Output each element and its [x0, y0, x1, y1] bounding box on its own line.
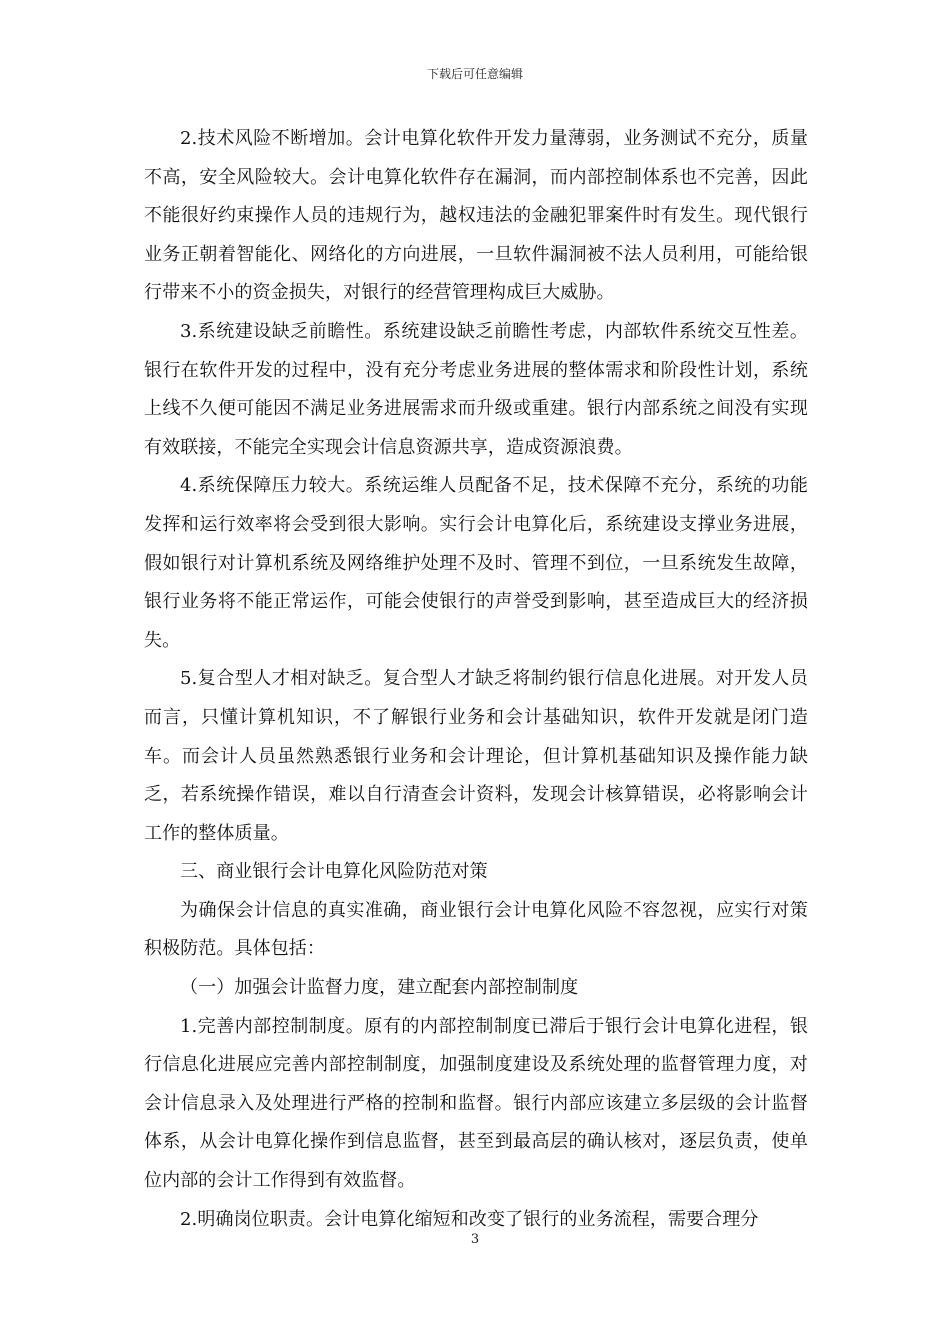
paragraph-system-foresight: 3.系统建设缺乏前瞻性。系统建设缺乏前瞻性考虑，内部软件系统交互性差。银行在软件开发的过程中，没有充分考虑业务进展的整体需求和阶段性计划，系统上线不久便可能因不满足业务进展需求而升级或重建。银行内部系统之间没有实现有效联接，不能完全实现会计信息资源共享，造成资源浪费。	[144, 320, 808, 458]
paragraph-internal-control: 1.完善内部控制制度。原有的内部控制制度已滞后于银行会计电算化进程，银行信息化进展应完善内部控制制度，加强制度建设及系统处理的监督管理力度，对会计信息录入及处理进行严格的控制和监督。银行内部应该建立多层级的会计监督体系，从会计电算化操作到信息监督，甚至到最高层的确认核对，逐层负责，使单位内部的会计工作得到有效监督。	[144, 1015, 808, 1192]
paragraph-job-responsibility: 2.明确岗位职责。会计电算化缩短和改变了银行的业务流程，需要合理分	[180, 1208, 759, 1230]
paragraph-countermeasures-intro: 为确保会计信息的真实准确，商业银行会计电算化风险不容忽视，应实行对策积极防范。具体包括：	[144, 899, 808, 960]
document-body	[144, 120, 808, 1239]
page-number: 3	[470, 1232, 480, 1247]
paragraph-technical-risk: 2.技术风险不断增加。会计电算化软件开发力量薄弱，业务测试不充分，质量不高，安全风险较大。会计电算化软件存在漏洞，而内部控制体系也不完善，因此不能很好约束操作人员的违规行为，越权违法的金融犯罪案件时有发生。现代银行业务正朝着智能化、网络化的方向进展，一旦软件漏洞被不法人员利用，可能给银行带来不小的资金损失，对银行的经营管理构成巨大威胁。	[144, 128, 808, 304]
page-header: 下载后可任意编辑	[426, 67, 523, 81]
paragraph-system-support: 4.系统保障压力较大。系统运维人员配备不足，技术保障不充分，系统的功能发挥和运行效率将会受到很大影响。实行会计电算化后，系统建设支撑业务进展，假如银行对计算机系统及网络维护处理不及时、管理不到位，一旦系统发生故障，银行业务将不能正常运作，可能会使银行的声誉受到影响，甚至造成巨大的经济损失。	[144, 475, 808, 651]
paragraph-talent-shortage: 5.复合型人才相对缺乏。复合型人才缺乏将制约银行信息化进展。对开发人员而言，只懂计算机知识，不了解银行业务和会计基础知识，软件开发就是闭门造车。而会计人员虽然熟悉银行业务和会计理论，但计算机基础知识及操作能力缺乏，若系统操作错误，难以自行清查会计资料，发现会计核算错误，必将影响会计工作的整体质量。	[144, 668, 808, 844]
subsection-heading-supervision: （一）加强会计监督力度，建立配套内部控制制度	[180, 977, 579, 999]
section-heading-countermeasures: 三、商业银行会计电算化风险防范对策	[180, 861, 488, 883]
